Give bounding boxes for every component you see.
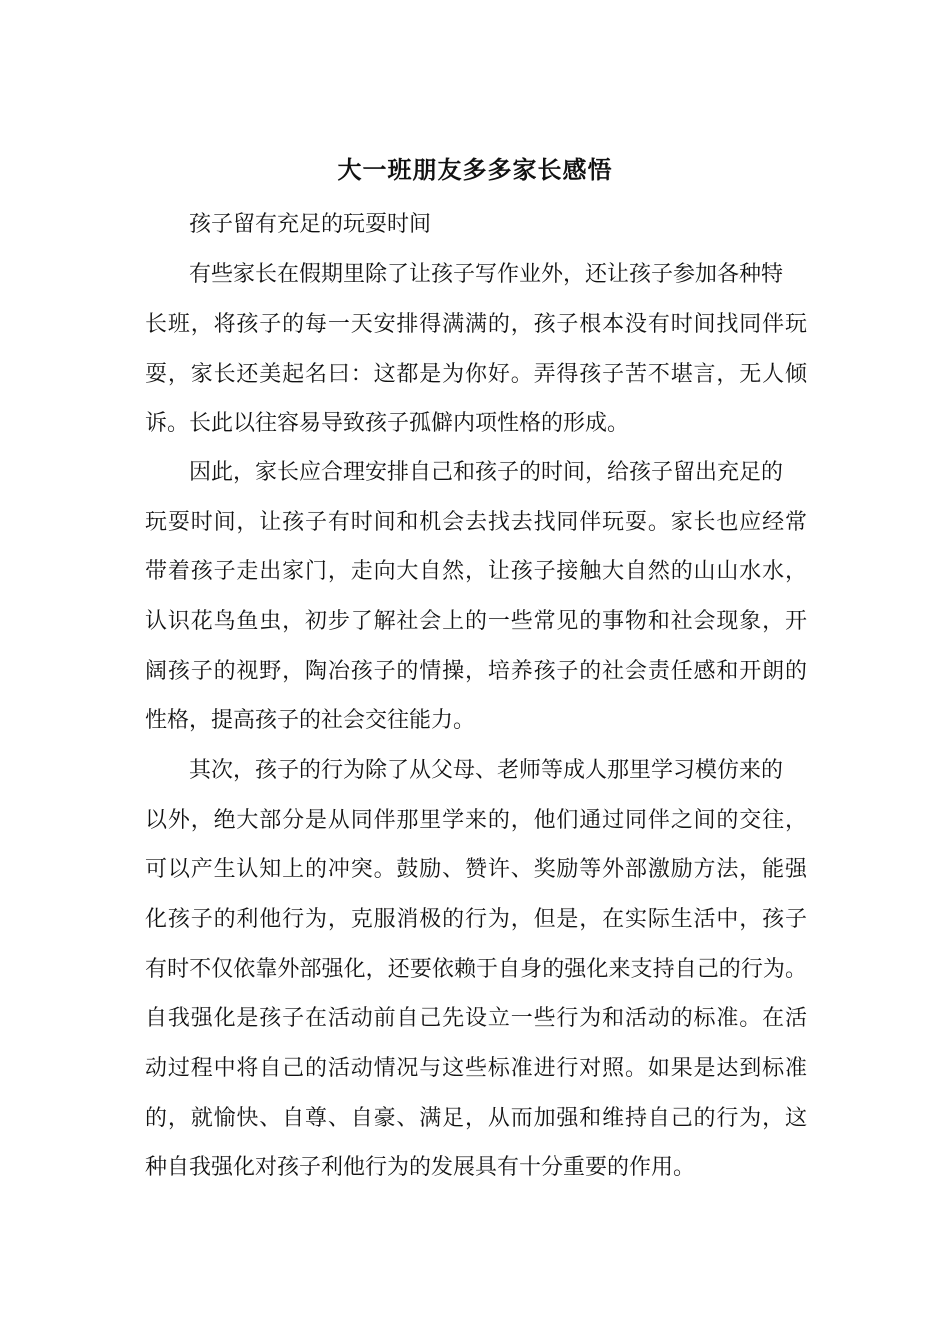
paragraph-2-line-6: 性格，提高孩子的社会交往能力。 [145, 708, 476, 733]
paragraph-3-line-5: 有时不仅依靠外部强化，还要依赖于自身的强化来支持自己的行为。 [145, 957, 807, 982]
paragraph-1-line-2: 长班，将孩子的每一天安排得满满的，孩子根本没有时间找同伴玩 [145, 312, 807, 337]
paragraph-3-line-7: 动过程中将自己的活动情况与这些标准进行对照。如果是达到标准 [145, 1056, 807, 1081]
paragraph-1-line-4: 诉。长此以往容易导致孩子孤僻内项性格的形成。 [145, 411, 630, 436]
paragraph-3-line-6: 自我强化是孩子在活动前自己先设立一些行为和活动的标准。在活 [145, 1006, 807, 1031]
paragraph-1-line-1: 有些家长在假期里除了让孩子写作业外，还让孩子参加各种特 [189, 262, 784, 287]
paragraph-3-line-8: 的，就愉快、自尊、自豪、满足，从而加强和维持自己的行为，这 [145, 1106, 807, 1131]
paragraph-2-line-5: 阔孩子的视野，陶冶孩子的情操，培养孩子的社会责任感和开朗的 [145, 659, 807, 684]
document-title: 大一班朋友多多家长感悟 [337, 155, 613, 184]
paragraph-1-line-3: 耍，家长还美起名曰：这都是为你好。弄得孩子苦不堪言，无人倾 [145, 362, 807, 387]
paragraph-3-line-3: 可以产生认知上的冲突。鼓励、赞许、奖励等外部激励方法，能强 [145, 857, 807, 882]
paragraph-2-line-1: 因此，家长应合理安排自己和孩子的时间，给孩子留出充足的 [189, 460, 784, 485]
paragraph-3-line-1: 其次，孩子的行为除了从父母、老师等成人那里学习模仿来的 [189, 758, 784, 783]
paragraph-3-line-2: 以外，绝大部分是从同伴那里学来的，他们通过同伴之间的交往， [145, 808, 807, 833]
paragraph-3-line-9: 种自我强化对孩子利他行为的发展具有十分重要的作用。 [145, 1155, 696, 1180]
paragraph-2-line-4: 认识花鸟鱼虫，初步了解社会上的一些常见的事物和社会现象，开 [145, 609, 807, 634]
section-heading: 孩子留有充足的玩耍时间 [189, 212, 432, 237]
paragraph-2-line-3: 带着孩子走出家门，走向大自然，让孩子接触大自然的山山水水， [145, 559, 807, 584]
paragraph-2-line-2: 玩耍时间，让孩子有时间和机会去找去找同伴玩耍。家长也应经常 [145, 510, 807, 535]
paragraph-3-line-4: 化孩子的利他行为，克服消极的行为，但是，在实际生活中，孩子 [145, 907, 807, 932]
